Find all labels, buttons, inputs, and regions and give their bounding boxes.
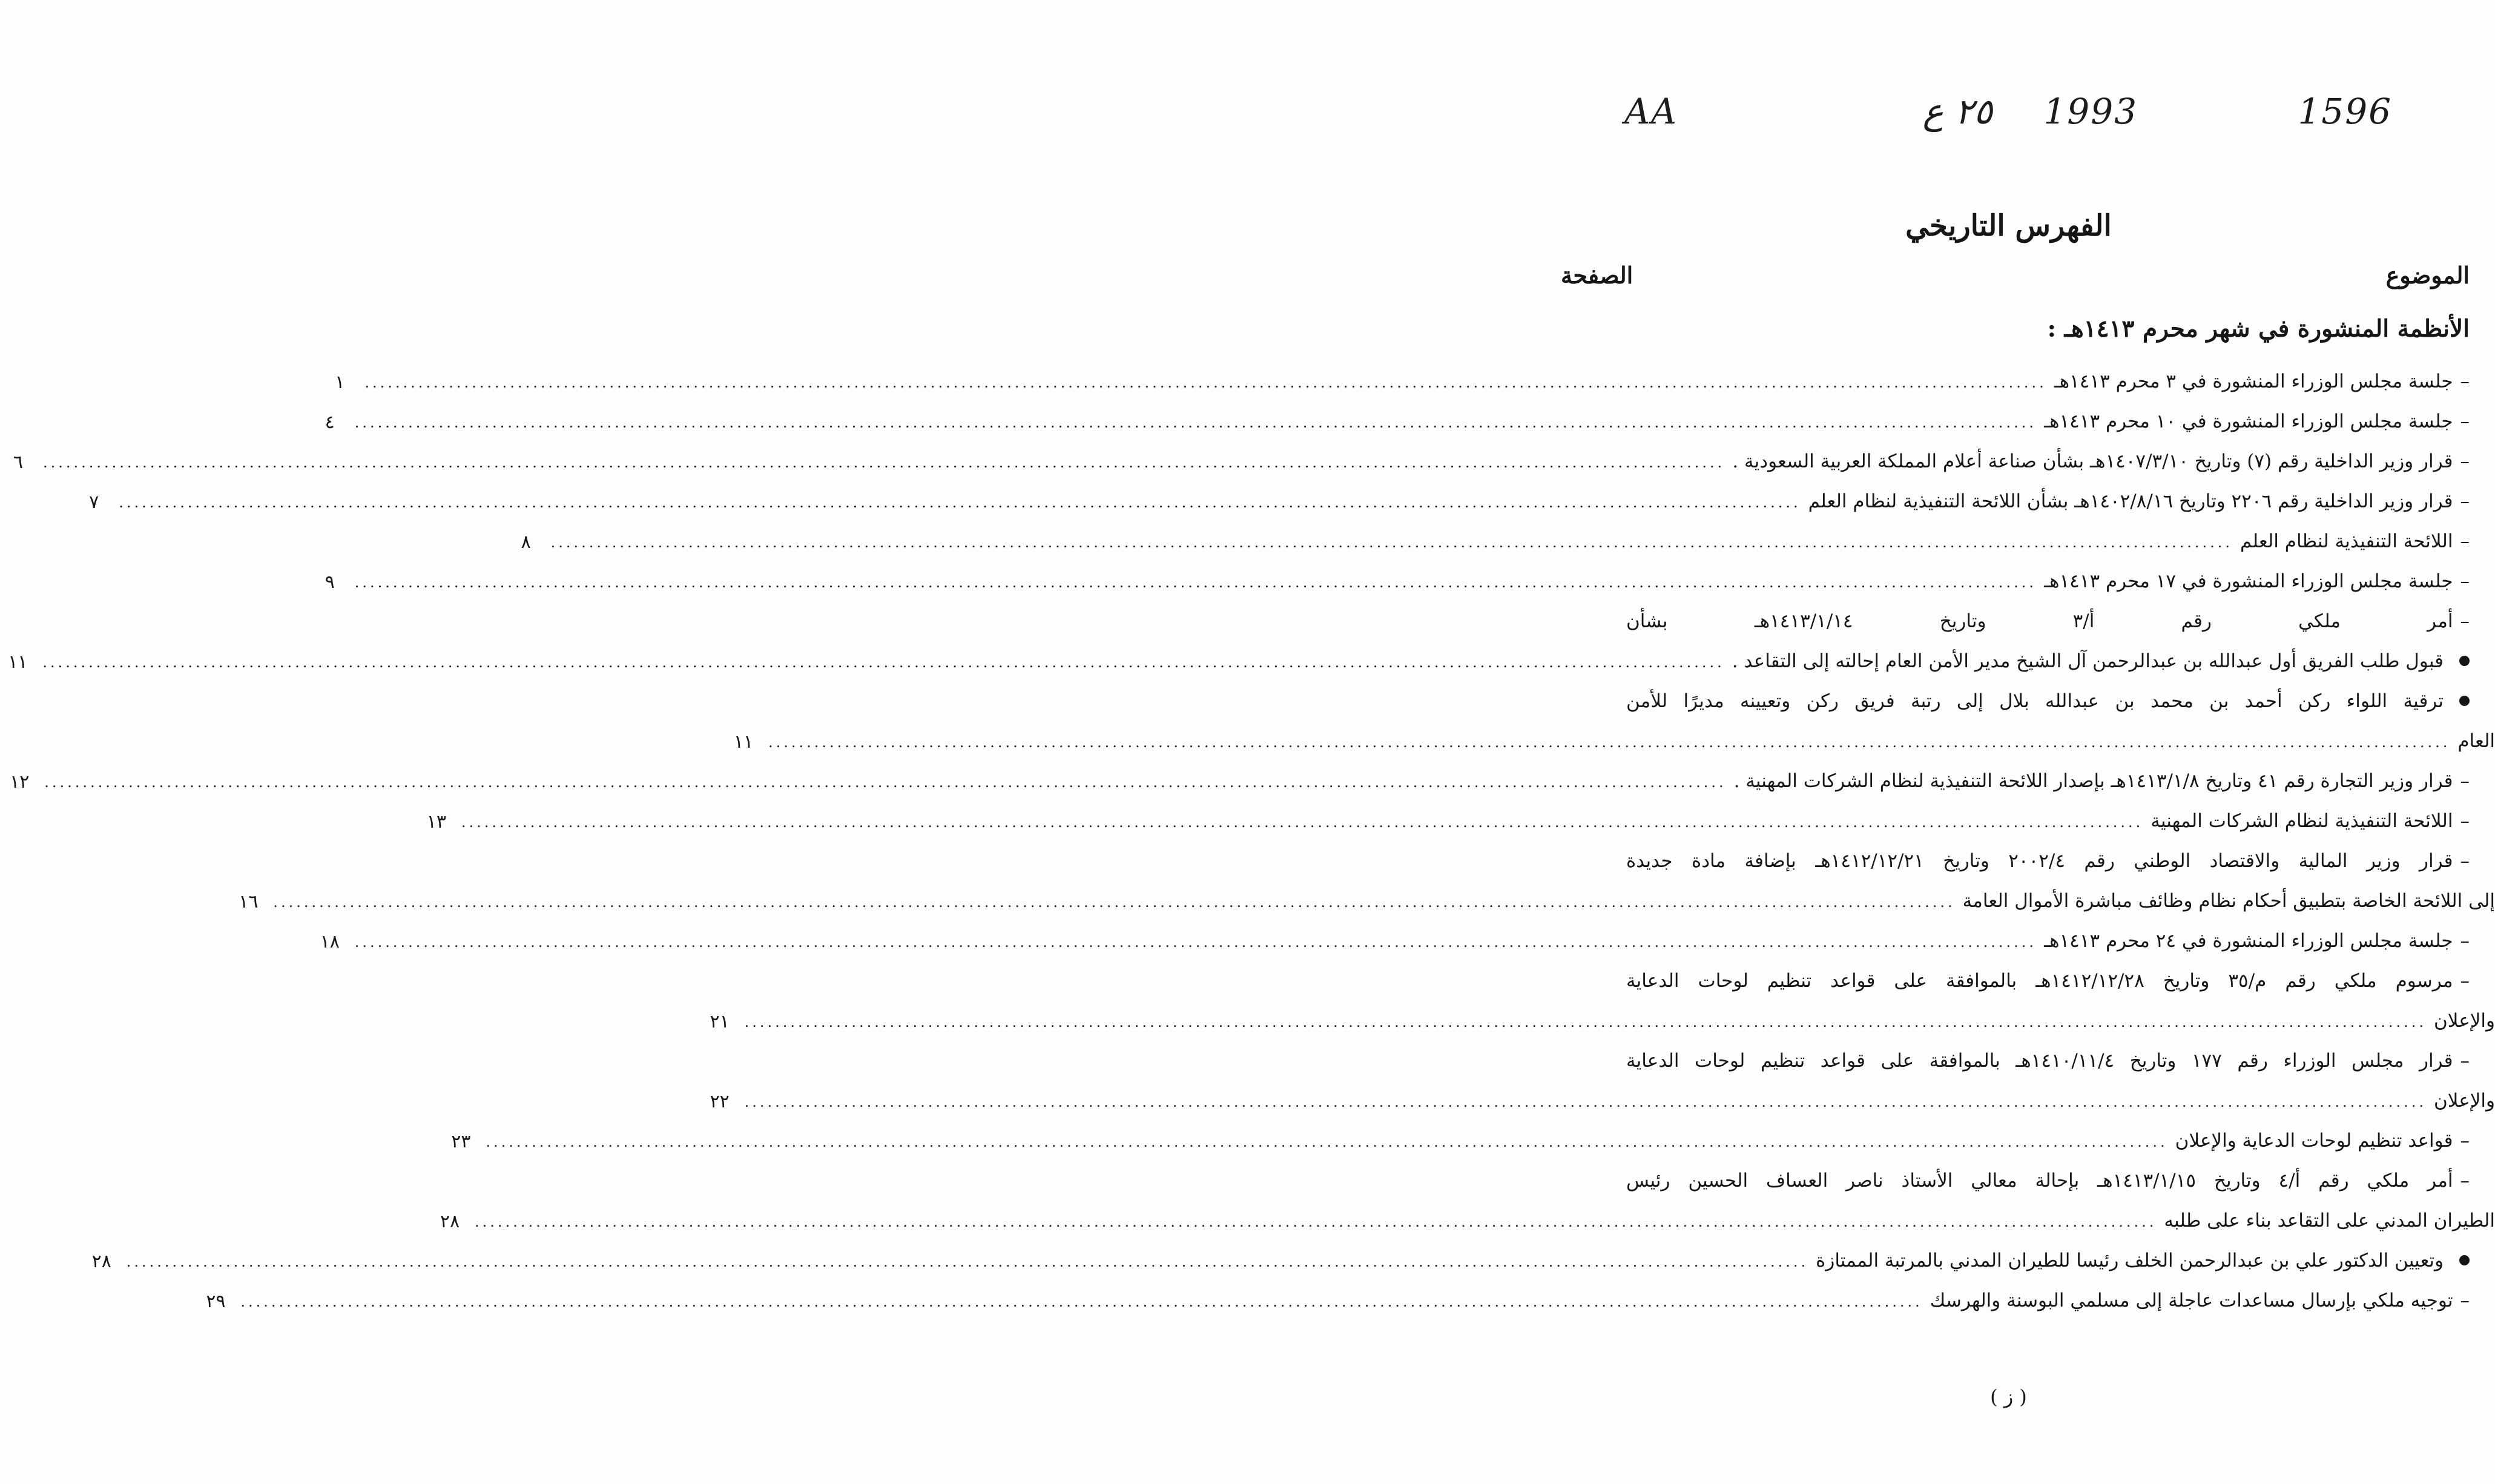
entry-marker: – [2460, 770, 2470, 793]
handwritten-mark: 1993 [2043, 91, 2138, 132]
toc-entry [320, 912, 2470, 952]
toc-entry [206, 1272, 2470, 1312]
entry-marker: – [2460, 930, 2470, 952]
entry-text: اللائحة التنفيذية لنظام العلم [2240, 530, 2453, 553]
entry-text: مرسوم ملكي رقم م/٣٥ وتاريخ ١٤١٢/١٢/٢٨هـ بالموافقة على قواعد تنظيم لوحات الدعاية [1626, 970, 2453, 992]
handwritten-mark: ٢٥ ع [1922, 91, 1992, 132]
toc-entry [1626, 673, 2470, 713]
entry-marker: – [2460, 1050, 2470, 1072]
entry-text: جلسة مجلس الوزراء المنشورة في ١٠ محرم ١٤١٣هـ [2044, 411, 2453, 433]
entry-marker: – [2460, 450, 2470, 473]
dot-leader: ............................................................................................................................................................................................................................ [119, 494, 1801, 512]
dot-leader: ............................................................................................................................................................................................................................ [44, 774, 1727, 791]
toc-entry [325, 553, 2470, 593]
entry-marker: – [2460, 371, 2470, 393]
entry-page: ١٢ [10, 771, 30, 793]
entry-text: قرار وزير المالية والاقتصاد الوطني رقم ٢٠٠٢/٤ وتاريخ ١٤١٢/١٢/٢١هـ بإضافة مادة جديدة [1626, 850, 2453, 872]
toc-entry [8, 633, 2470, 673]
toc-entry [13, 433, 2470, 473]
dot-leader: ............................................................................................................................................................................................................................ [126, 1253, 1809, 1271]
dot-leader: ............................................................................................................................................................................................................................ [42, 454, 1725, 472]
toc-entry-continuation [710, 992, 2495, 1032]
entry-page: ١٦ [239, 891, 259, 912]
toc-entry [1626, 593, 2470, 633]
entry-page: ٢٩ [206, 1290, 226, 1312]
entry-text: والإعلان [2433, 1010, 2495, 1032]
entry-marker: – [2460, 610, 2470, 633]
toc-entry [325, 393, 2470, 433]
toc-entry [426, 793, 2470, 833]
entry-page: ١١ [733, 731, 754, 753]
entry-marker: – [2460, 570, 2470, 593]
entry-text: قرار وزير الداخلية رقم ٢٢٠٦ وتاريخ ١٤٠٢/٨/١٦هـ بشأن اللائحة التنفيذية لنظام العلم [1808, 490, 2453, 513]
dot-leader: ............................................................................................................................................................................................................................ [744, 1014, 2427, 1031]
toc-entry [1626, 1032, 2470, 1072]
column-header-page: الصفحة [1561, 262, 1633, 289]
toc-entry [1626, 833, 2470, 872]
toc-entry [1626, 952, 2470, 992]
entry-marker: – [2460, 810, 2470, 833]
entry-marker: – [2460, 1170, 2470, 1192]
entry-page: ١٨ [320, 931, 340, 952]
dot-leader: ............................................................................................................................................................................................................................ [744, 1093, 2427, 1111]
entry-text: والإعلان [2433, 1090, 2495, 1112]
dot-leader: ............................................................................................................................................................................................................................ [486, 1133, 2168, 1151]
entry-marker: – [2460, 1130, 2470, 1152]
dot-leader: ............................................................................................................................................................................................................................ [354, 414, 2037, 432]
entry-text: إلى اللائحة الخاصة بتطبيق أحكام نظام وظائف مباشرة الأموال العامة [1962, 890, 2495, 912]
entry-marker: – [2460, 850, 2470, 872]
dot-leader: ............................................................................................................................................................................................................................ [768, 734, 2451, 751]
bullet-icon [2459, 696, 2470, 706]
entry-text: اللائحة التنفيذية لنظام الشركات المهنية [2151, 810, 2453, 833]
entry-text: قواعد تنظيم لوحات الدعاية والإعلان [2175, 1130, 2453, 1152]
bullet-icon [2459, 1255, 2470, 1265]
toc-entry-continuation [440, 1192, 2495, 1232]
entry-marker: – [2460, 970, 2470, 992]
entry-text: أمر ملكي رقم أ/٣ وتاريخ ١٤١٣/١/١٤هـ بشأن [1626, 610, 2453, 633]
toc-entry [451, 1112, 2470, 1152]
column-header-subject: الموضوع [2385, 262, 2470, 289]
entry-text: قرار مجلس الوزراء رقم ١٧٧ وتاريخ ١٤١٠/١١/٤هـ بالموافقة على قواعد تنظيم لوحات الدعاية [1626, 1050, 2453, 1072]
toc-entry-continuation [733, 713, 2495, 753]
entry-page: ١ [335, 371, 345, 393]
dot-leader: ............................................................................................................................................................................................................................ [354, 934, 2037, 951]
dot-leader: ............................................................................................................................................................................................................................ [364, 374, 2047, 392]
page-title: الفهرس التاريخي [1905, 209, 2112, 243]
entry-page: ٢٨ [91, 1250, 111, 1272]
toc-entry-continuation [710, 1072, 2495, 1112]
handwritten-mark: 1596 [2298, 91, 2392, 132]
entry-page: ٢٣ [451, 1130, 471, 1152]
entry-page: ٢٢ [710, 1090, 730, 1112]
entry-text: قبول طلب الفريق أول عبدالله بن عبدالرحمن آل الشيخ مدير الأمن العام إحالته إلى التقاعد . [1732, 650, 2444, 673]
entry-text: جلسة مجلس الوزراء المنشورة في ٢٤ محرم ١٤١٣هـ [2044, 930, 2453, 952]
entry-page: ١١ [8, 651, 28, 673]
entry-page: ٢٨ [440, 1210, 460, 1232]
page-number-footer: ( ز ) [1990, 1385, 2027, 1408]
toc-entry [10, 753, 2470, 793]
entry-text: الطيران المدني على التقاعد بناء على طلبه [2164, 1210, 2495, 1232]
entry-page: ٦ [13, 451, 24, 473]
entry-text: توجيه ملكي بإرسال مساعدات عاجلة إلى مسلمي البوسنة والهرسك [1930, 1290, 2453, 1312]
entry-text: قرار وزير الداخلية رقم (٧) وتاريخ ١٤٠٧/٣/١٠هـ بشأن صناعة أعلام المملكة العربية السعودية . [1732, 450, 2453, 473]
toc-entry [521, 513, 2470, 553]
entry-page: ٨ [521, 531, 531, 553]
entry-text: ترقية اللواء ركن أحمد بن محمد بن عبدالله بلال إلى رتبة فريق ركن وتعيينه مديرًا للأمن [1626, 690, 2444, 713]
entry-page: ٢١ [710, 1011, 730, 1032]
bullet-icon [2459, 656, 2470, 666]
dot-leader: ............................................................................................................................................................................................................................ [475, 1213, 2157, 1231]
entry-marker: – [2460, 530, 2470, 553]
dot-leader: ............................................................................................................................................................................................................................ [461, 814, 2144, 831]
dot-leader: ............................................................................................................................................................................................................................ [42, 654, 1725, 671]
toc-list [8, 353, 2495, 1334]
entry-page: ٤ [325, 411, 335, 433]
toc-entry [91, 1232, 2470, 1272]
dot-leader: ............................................................................................................................................................................................................................ [273, 894, 1956, 911]
entry-page: ٩ [325, 571, 335, 593]
dot-leader: ............................................................................................................................................................................................................................ [550, 534, 2233, 552]
toc-entry [335, 353, 2470, 393]
entry-text: جلسة مجلس الوزراء المنشورة في ٣ محرم ١٤١٣هـ [2054, 371, 2453, 393]
toc-entry-continuation [239, 872, 2495, 912]
entry-marker: – [2460, 411, 2470, 433]
entry-text: أمر ملكي رقم أ/٤ وتاريخ ١٤١٣/١/١٥هـ بإحالة معالي الأستاذ ناصر العساف الحسين رئيس [1626, 1170, 2453, 1192]
entry-text: العام [2457, 730, 2495, 753]
dot-leader: ............................................................................................................................................................................................................................ [354, 574, 2037, 592]
handwritten-mark: AA [1624, 91, 1678, 132]
toc-entry [1626, 1152, 2470, 1192]
entry-page: ٧ [89, 491, 99, 513]
entry-page: ١٣ [426, 811, 447, 833]
toc-entry [89, 473, 2470, 513]
entry-text: قرار وزير التجارة رقم ٤١ وتاريخ ١٤١٣/١/٨هـ بإصدار اللائحة التنفيذية لنظام الشركات المهنية . [1733, 770, 2453, 793]
dot-leader: ............................................................................................................................................................................................................................ [240, 1293, 1923, 1311]
section-heading: الأنظمة المنشورة في شهر محرم ١٤١٣هـ : [2047, 315, 2470, 343]
entry-marker: – [2460, 490, 2470, 513]
entry-text: وتعيين الدكتور علي بن عبدالرحمن الخلف رئيسا للطيران المدني بالمرتبة الممتازة [1816, 1250, 2444, 1272]
entry-marker: – [2460, 1290, 2470, 1312]
entry-text: جلسة مجلس الوزراء المنشورة في ١٧ محرم ١٤١٣هـ [2044, 570, 2453, 593]
